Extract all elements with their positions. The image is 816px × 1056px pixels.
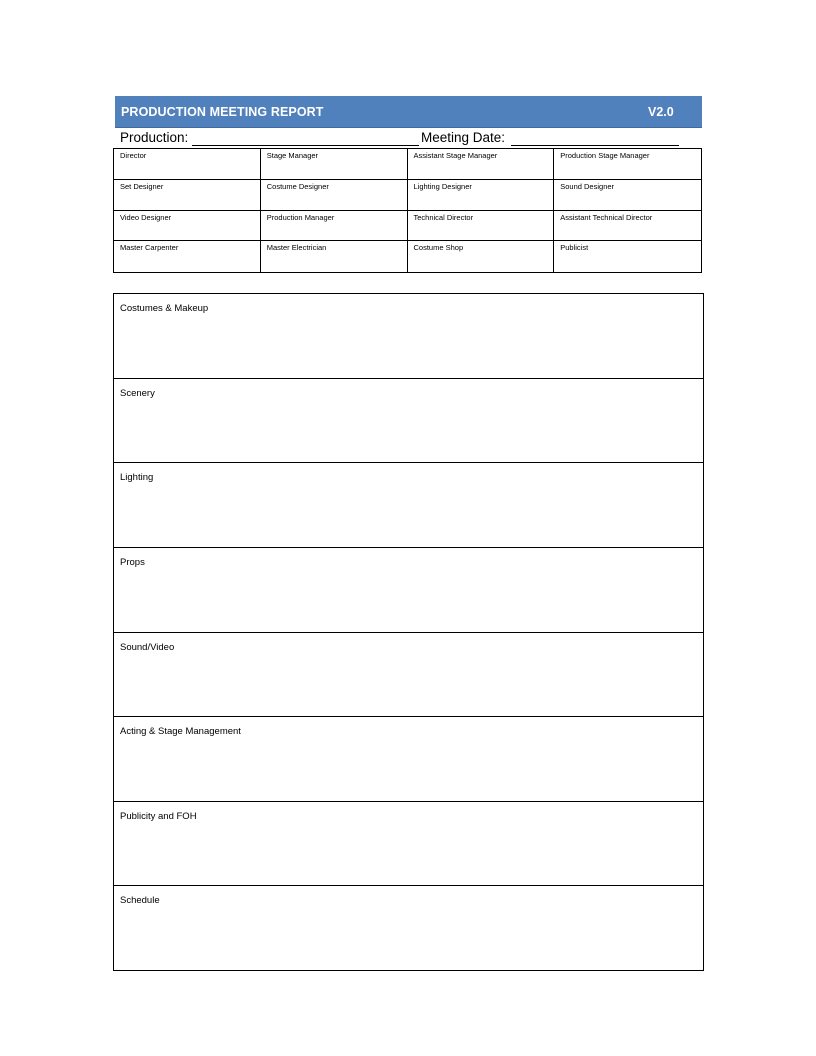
role-label: Set Designer — [120, 181, 164, 191]
role-label: Master Electrician — [266, 243, 327, 253]
section-label: Scenery — [120, 387, 155, 399]
role-cell[interactable] — [408, 180, 555, 211]
role-cell[interactable] — [114, 180, 261, 211]
role-cell[interactable] — [114, 211, 261, 242]
report-version: V2.0 — [648, 105, 674, 119]
role-cell[interactable] — [408, 149, 555, 180]
section-label: Acting & Stage Management — [120, 726, 241, 738]
section-label: Props — [120, 556, 145, 568]
role-cell[interactable] — [554, 211, 701, 242]
section-publicity-foh[interactable] — [114, 802, 703, 887]
role-cell[interactable] — [408, 211, 555, 242]
report-title: PRODUCTION MEETING REPORT — [121, 105, 324, 119]
roles-grid — [113, 148, 702, 273]
section-label: Lighting — [120, 472, 154, 484]
report-sections — [113, 293, 704, 971]
role-label: Costume Shop — [413, 243, 464, 253]
section-label: Costumes & Makeup — [120, 303, 209, 314]
meeting-date-label: Meeting Date: — [421, 130, 506, 145]
role-label: Costume Designer — [266, 181, 329, 191]
section-label: Publicity and FOH — [120, 810, 197, 822]
role-label: Director — [120, 151, 147, 160]
section-props[interactable] — [114, 548, 703, 633]
role-label: Production Stage Manager — [560, 151, 650, 160]
section-lighting[interactable] — [114, 463, 703, 548]
section-acting-stage-management[interactable] — [114, 717, 703, 802]
role-label: Video Designer — [120, 212, 172, 222]
production-field[interactable] — [192, 145, 419, 146]
role-cell[interactable] — [261, 180, 408, 211]
section-label: Sound/Video — [120, 641, 175, 653]
role-label: Master Carpenter — [120, 243, 179, 253]
role-cell[interactable] — [261, 149, 408, 180]
role-label: Production Manager — [266, 212, 335, 222]
role-label: Technical Director — [413, 212, 474, 222]
meeting-date-field[interactable] — [511, 145, 679, 146]
section-sound-video[interactable] — [114, 633, 703, 718]
role-cell[interactable] — [114, 241, 261, 272]
role-label: Lighting Designer — [413, 181, 472, 191]
role-cell[interactable] — [261, 241, 408, 272]
role-cell[interactable] — [554, 241, 701, 272]
role-label: Assistant Technical Director — [560, 212, 653, 222]
role-cell[interactable] — [408, 241, 555, 272]
section-costumes-makeup[interactable] — [114, 294, 703, 379]
role-label: Assistant Stage Manager — [413, 151, 498, 160]
role-cell[interactable] — [114, 149, 261, 180]
section-scenery[interactable] — [114, 379, 703, 464]
report-header-bar — [115, 96, 702, 128]
role-label: Stage Manager — [266, 151, 319, 160]
role-cell[interactable] — [554, 149, 701, 180]
role-label: Sound Designer — [560, 181, 615, 191]
production-label: Production: — [120, 130, 189, 145]
section-label: Schedule — [120, 895, 160, 907]
role-cell[interactable] — [261, 211, 408, 242]
meta-row — [120, 129, 700, 147]
section-schedule[interactable] — [114, 886, 703, 970]
role-cell[interactable] — [554, 180, 701, 211]
role-label: Publicist — [560, 243, 589, 253]
